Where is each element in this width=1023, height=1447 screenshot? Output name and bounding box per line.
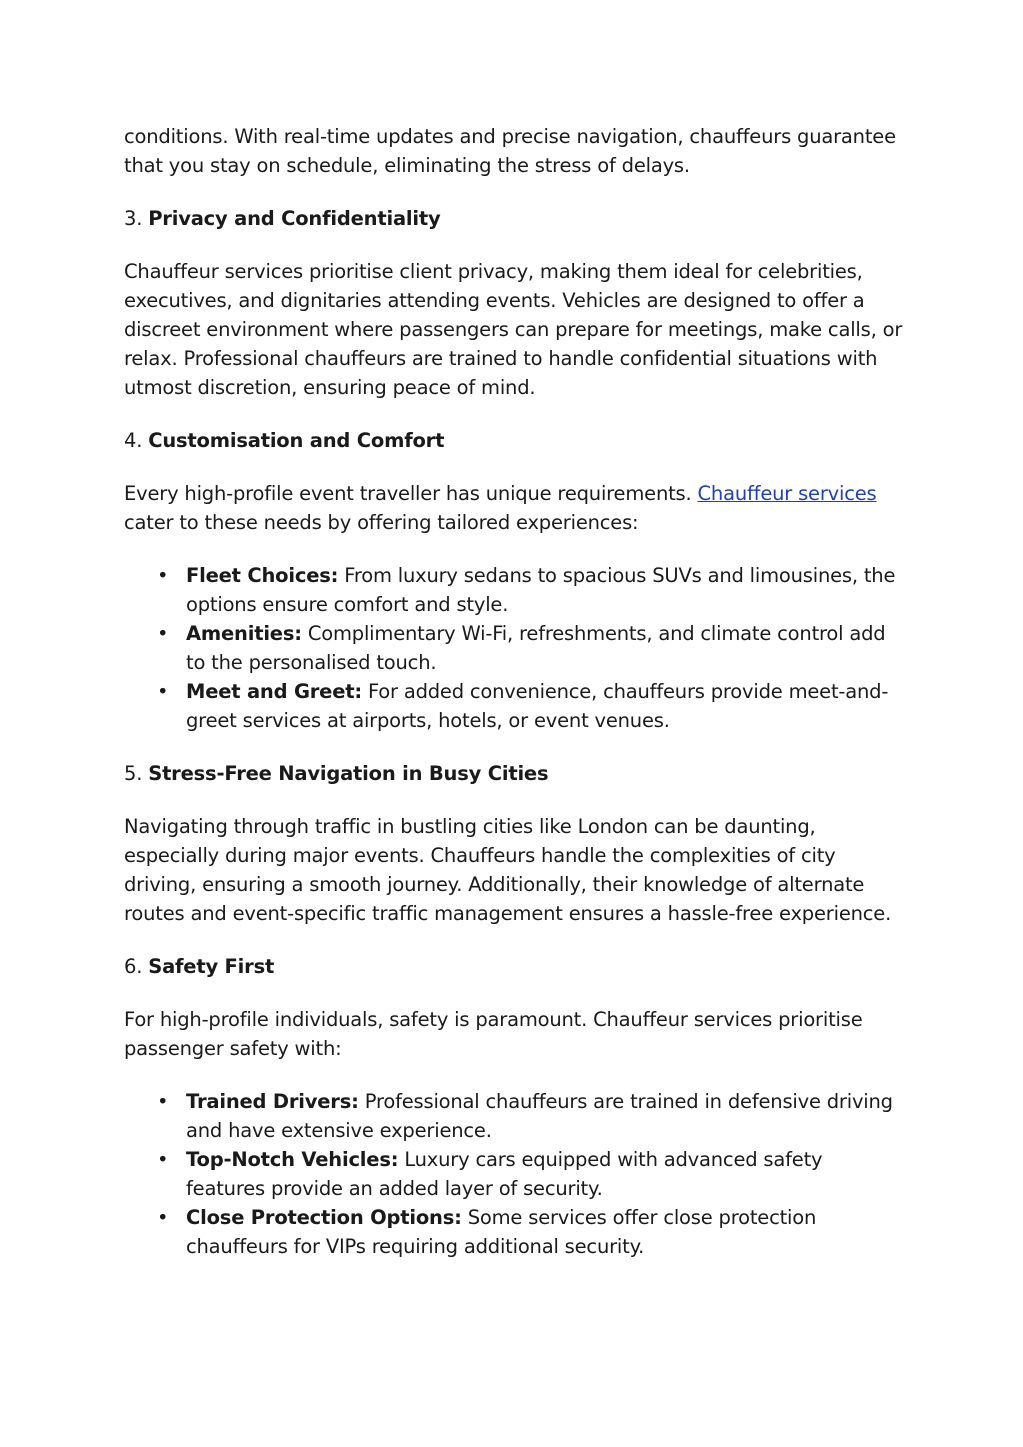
document-page [124,122,904,1285]
item-text: Complimentary Wi-Fi, refreshments, and climate control add to the personalised touch. [186,622,886,674]
bullet-icon: • [157,564,169,587]
intro-paragraph: conditions. With real-time updates and precise navigation, chauffeurs guarantee that you stay on schedule, eliminating the stress of delays. [124,125,896,177]
section-number: 6. [124,955,143,978]
section-body-4 [124,479,904,537]
section-body-6: For high-profile individuals, safety is paramount. Chauffeur services prioritise passenger safety with: [124,1008,863,1060]
safety-list [124,1087,904,1261]
list-item [124,1203,904,1261]
section-title: Privacy and Confidentiality [148,207,441,230]
bullet-icon: • [157,1148,169,1171]
item-text: Luxury cars equipped with advanced safety features provide an added layer of security. [186,1148,823,1200]
section-heading-6 [124,952,904,981]
item-label: Fleet Choices: [186,564,339,587]
body-text: cater to these needs by offering tailored experiences: [124,511,639,534]
item-text: For added convenience, chauffeurs provide meet-and-greet services at airports, hotels, or event venues. [186,680,889,732]
section-title: Stress-Free Navigation in Busy Cities [148,762,549,785]
item-text: Professional chauffeurs are trained in defensive driving and have extensive experience. [186,1090,893,1142]
item-text: From luxury sedans to spacious SUVs and limousines, the options ensure comfort and style. [186,564,896,616]
item-label: Amenities: [186,622,302,645]
section-title: Customisation and Comfort [148,429,445,452]
comfort-list [124,561,904,735]
bullet-icon: • [157,680,169,703]
list-item [124,619,904,677]
section-body-3: Chauffeur services prioritise client privacy, making them ideal for celebrities, executives, and dignitaries attending events. Vehicles are designed to offer a discreet environment where passengers can prepare for meetings, make calls, or relax. Professional chauffeurs are trained to handle confidential situations with utmost discretion, ensuring peace of mind. [124,260,903,399]
body-text: Every high-profile event traveller has unique requirements. [124,482,698,505]
section-body-5: Navigating through traffic in bustling cities like London can be daunting, especially during major events. Chauffeurs handle the complexities of city driving, ensuring a smooth journey. Additionally, their knowledge of alternate routes and event-specific traffic management ensures a hassle-free experience. [124,815,892,925]
item-label: Meet and Greet: [186,680,362,703]
bullet-icon: • [157,1090,169,1113]
chauffeur-services-link[interactable]: Chauffeur services [697,482,877,505]
section-number: 5. [124,762,143,785]
bullet-icon: • [157,1206,169,1229]
section-title: Safety First [148,955,275,978]
item-label: Close Protection Options: [186,1206,462,1229]
item-text: Some services offer close protection chauffeurs for VIPs requiring additional security. [186,1206,817,1258]
section-heading-5 [124,759,904,788]
bullet-icon: • [157,622,169,645]
list-item [124,561,904,619]
section-number: 3. [124,207,143,230]
item-label: Trained Drivers: [186,1090,359,1113]
list-item [124,1145,904,1203]
list-item [124,1087,904,1145]
item-label: Top-Notch Vehicles: [186,1148,399,1171]
section-heading-4 [124,426,904,455]
section-heading-3 [124,204,904,233]
section-number: 4. [124,429,143,452]
list-item [124,677,904,735]
